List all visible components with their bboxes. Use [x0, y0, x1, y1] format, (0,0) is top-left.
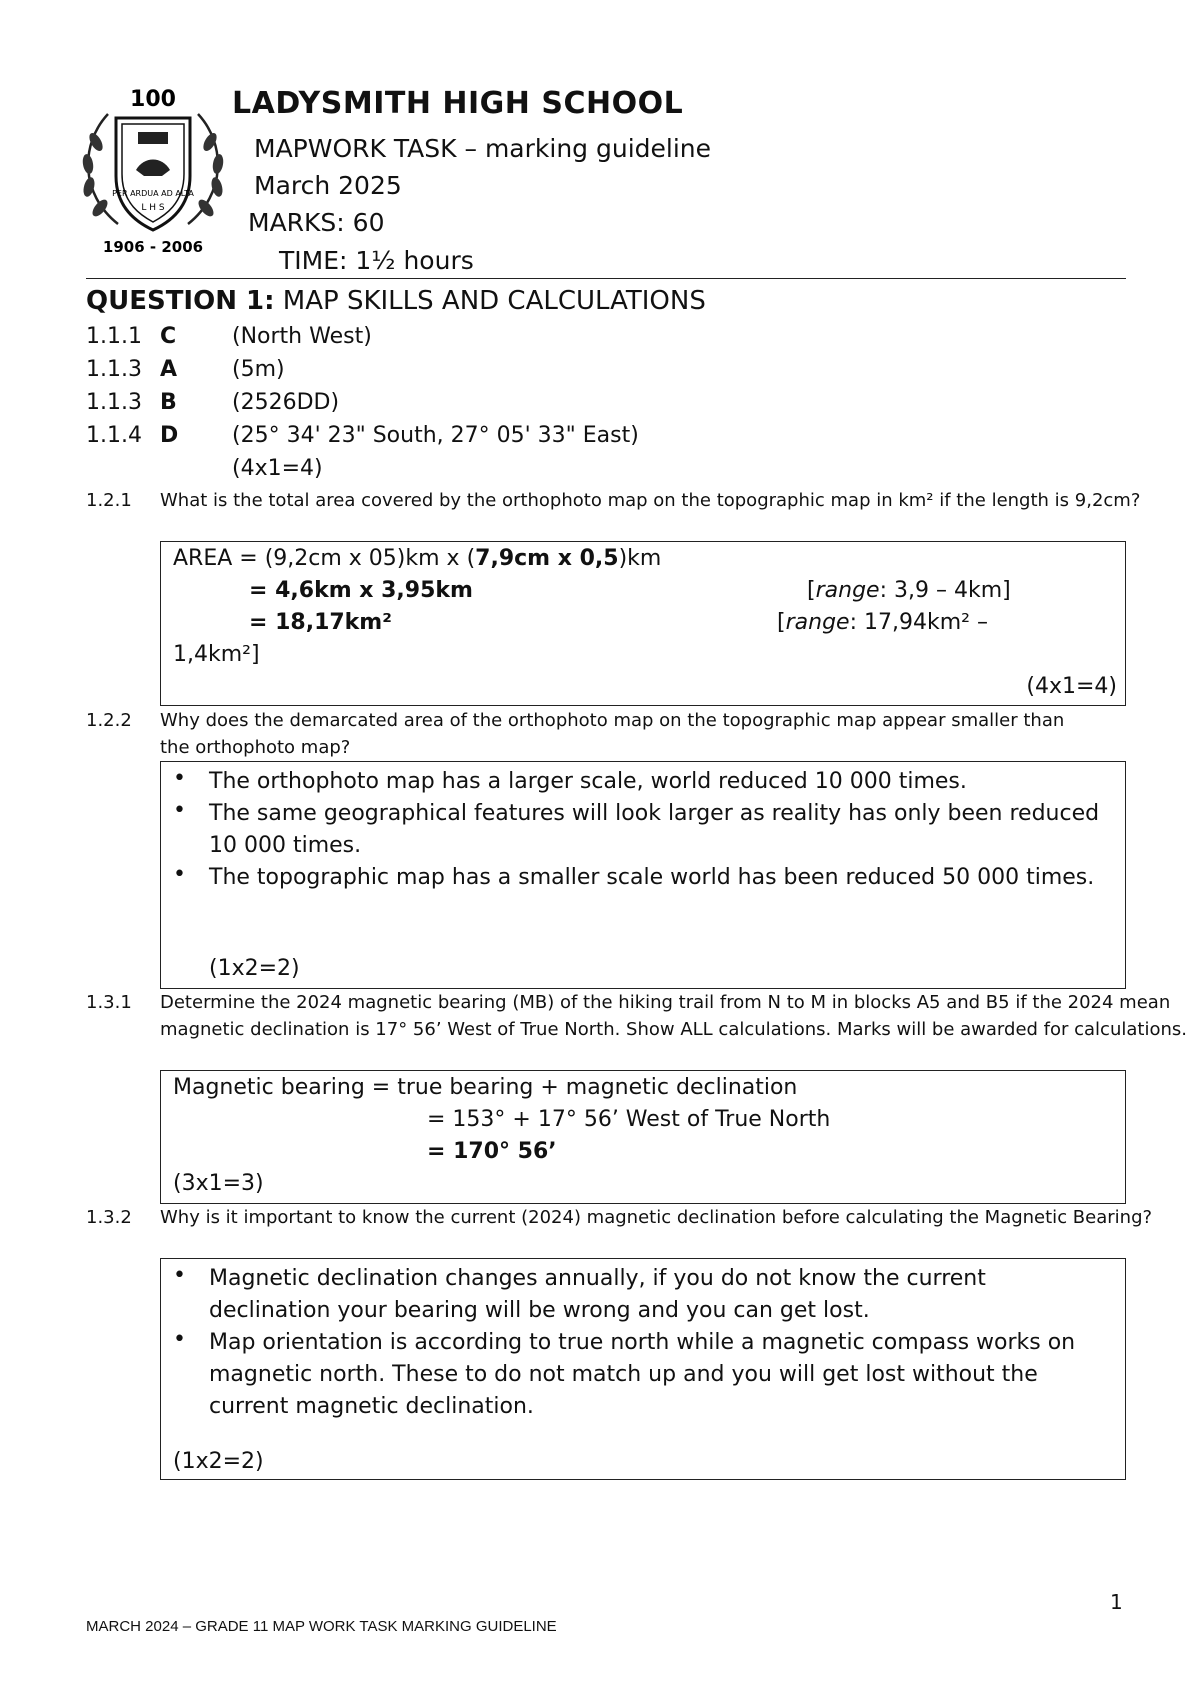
question-text: Why does the demarcated area of the orthophoto map on the topographic map appear smaller than the orthophoto map? [160, 710, 1065, 758]
mcq-answer: (25° 34' 23" South, 27° 05' 33" East) [232, 423, 639, 448]
answer-bullet [173, 1263, 1113, 1327]
question-1-2-1 [86, 487, 1196, 541]
mcq-row [86, 324, 986, 354]
answer-bullet [173, 862, 1113, 926]
mcq-letter: A [160, 357, 178, 382]
task-title: MAPWORK TASK – marking guideline [254, 134, 712, 163]
question-1-title [86, 286, 706, 316]
mcq-marks: (4x1=4) [232, 456, 323, 481]
bullet-text: The orthophoto map has a larger scale, world reduced 10 000 times. [209, 769, 967, 794]
mcq-row [86, 357, 986, 387]
bearing-step-line: = 153° + 17° 56’ West of True North [427, 1107, 831, 1132]
bearing-result-line: = 170° 56’ [427, 1139, 557, 1164]
question-text: Why is it important to know the current (2024) magnetic declination before calculating the Magnetic Bearing? [160, 1207, 1153, 1228]
question-text: Determine the 2024 magnetic bearing (MB) of the hiking trail from N to M in blocks A5 and B5 if the 2024 mean magnetic declination is 17° 56’ West of True North. Show ALL calculations. Marks will be awarded for calculations. [160, 992, 1187, 1040]
range-note-1: [range: 3,9 – 4km] [807, 578, 1011, 603]
task-date: March 2025 [254, 171, 402, 200]
range-note-2-continued: 1,4km²] [173, 642, 260, 667]
answer-box-1-3-2 [160, 1258, 1126, 1480]
mcq-row [86, 390, 986, 420]
crest-year-text: 100 [130, 87, 176, 112]
mcq-answer: (5m) [232, 357, 285, 382]
crest-initials-text: L H S [141, 203, 165, 213]
mcq-number: 1.1.3 [86, 390, 142, 415]
area-step-line: = 4,6km x 3,95km [249, 578, 473, 603]
area-result-line: = 18,17km² [249, 610, 392, 635]
bullet-text: Map orientation is according to true north while a magnetic compass works on magnetic north. These to do not match up and you will get lost without the current magnetic declination. [209, 1330, 1076, 1419]
question-1-2-2 [86, 707, 1196, 761]
answer-box-1-2-1 [160, 541, 1126, 706]
page-number: 1 [1110, 1590, 1123, 1614]
mcq-letter: D [160, 423, 179, 448]
mcq-number: 1.1.1 [86, 324, 142, 349]
crest-years-text: 1906 - 2006 [102, 238, 204, 256]
footer-text: MARCH 2024 – GRADE 11 MAP WORK TASK MARKING GUIDELINE [86, 1618, 557, 1635]
range-note-2: [range: 17,94km² – [777, 610, 988, 635]
mcq-answer: (2526DD) [232, 390, 340, 415]
area-formula-line: AREA = (9,2cm x 05)km x (7,9cm x 0,5)km [173, 546, 662, 571]
question-number: 1.2.1 [86, 490, 132, 511]
question-1-label: QUESTION 1: [86, 286, 275, 316]
question-1-3-1 [86, 989, 1196, 1070]
answer-bullet [173, 1327, 1113, 1423]
bearing-formula-line: Magnetic bearing = true bearing + magnetic declination [173, 1075, 798, 1100]
mcq-number: 1.1.3 [86, 357, 142, 382]
answer-bullet [173, 766, 1113, 798]
answer-box-1-3-1 [160, 1070, 1126, 1204]
question-number: 1.3.1 [86, 992, 132, 1013]
bullet-icon: • [173, 766, 186, 791]
question-1-3-2 [86, 1204, 1196, 1258]
task-marks: MARKS: 60 [248, 208, 385, 237]
marks-allocation: (1x2=2) [209, 956, 300, 981]
bullet-text: The same geographical features will look larger as reality has only been reduced 10 000 times. [209, 801, 1100, 858]
marks-allocation: (1x2=2) [173, 1449, 264, 1474]
mcq-letter: C [160, 324, 177, 349]
task-time: TIME: 1½ hours [279, 246, 474, 275]
school-crest-logo [78, 84, 228, 256]
question-number: 1.3.2 [86, 1207, 132, 1228]
bullet-icon: • [173, 862, 186, 887]
mcq-letter: B [160, 390, 177, 415]
mcq-number: 1.1.4 [86, 423, 142, 448]
answer-bullet [173, 798, 1113, 862]
bullet-icon: • [173, 1327, 186, 1352]
question-number: 1.2.2 [86, 710, 132, 731]
bullet-icon: • [173, 1263, 186, 1288]
marks-allocation: (3x1=3) [173, 1171, 264, 1196]
answer-box-1-2-2 [160, 761, 1126, 989]
marks-allocation: (4x1=4) [1026, 674, 1117, 699]
bullet-text: The topographic map has a smaller scale world has been reduced 50 000 times. [209, 865, 1095, 890]
question-1-topic: MAP SKILLS AND CALCULATIONS [282, 286, 706, 316]
mcq-row [86, 423, 986, 453]
school-name: LADYSMITH HIGH SCHOOL [232, 86, 684, 121]
bullet-icon: • [173, 798, 186, 823]
bullet-text: Magnetic declination changes annually, if you do not know the current declination your bearing will be wrong and you can get lost. [209, 1266, 986, 1323]
question-text: What is the total area covered by the orthophoto map on the topographic map in km² if the length is 9,2cm? [160, 490, 1141, 511]
crest-motto-text: PER ARDUA AD ALTA [112, 189, 194, 198]
mcq-answer: (North West) [232, 324, 372, 349]
header-divider [86, 278, 1126, 279]
